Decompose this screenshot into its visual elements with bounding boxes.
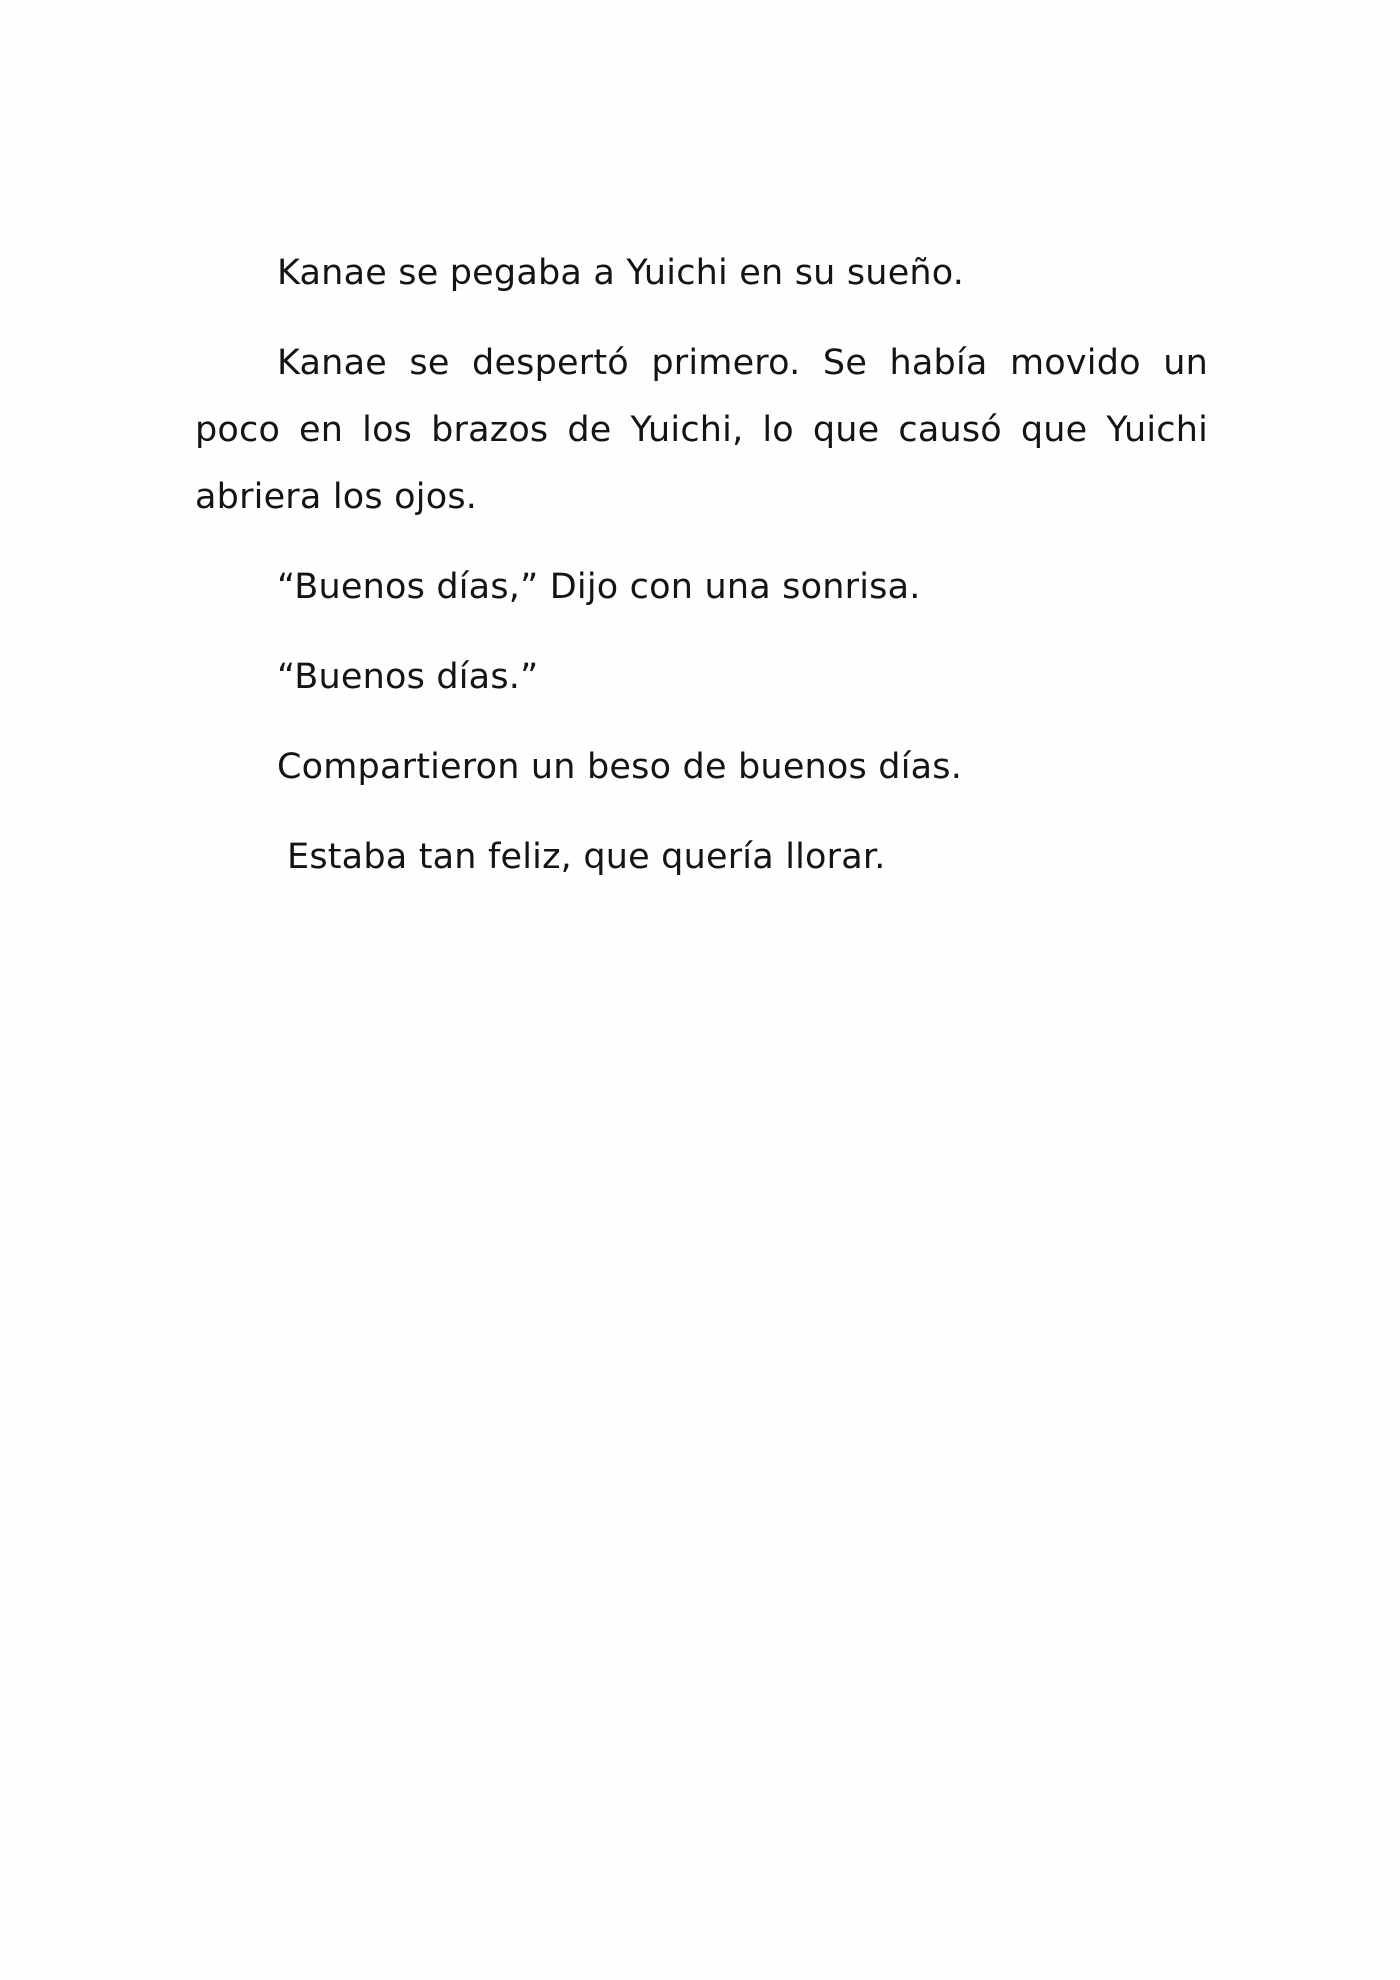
- paragraph: Kanae se despertó primero. Se había movido un poco en los brazos de Yuichi, lo que causó que Yuichi abriera los ojos.: [195, 343, 1208, 517]
- paragraph: “Buenos días.”: [277, 657, 539, 697]
- paragraph: Kanae se pegaba a Yuichi en su sueño.: [277, 253, 965, 293]
- paragraph: Compartieron un beso de buenos días.: [277, 747, 963, 787]
- paragraph: Estaba tan feliz, que quería llorar.: [287, 837, 886, 877]
- body-text: [195, 240, 1208, 914]
- paragraph: “Buenos días,” Dijo con una sonrisa.: [277, 567, 921, 607]
